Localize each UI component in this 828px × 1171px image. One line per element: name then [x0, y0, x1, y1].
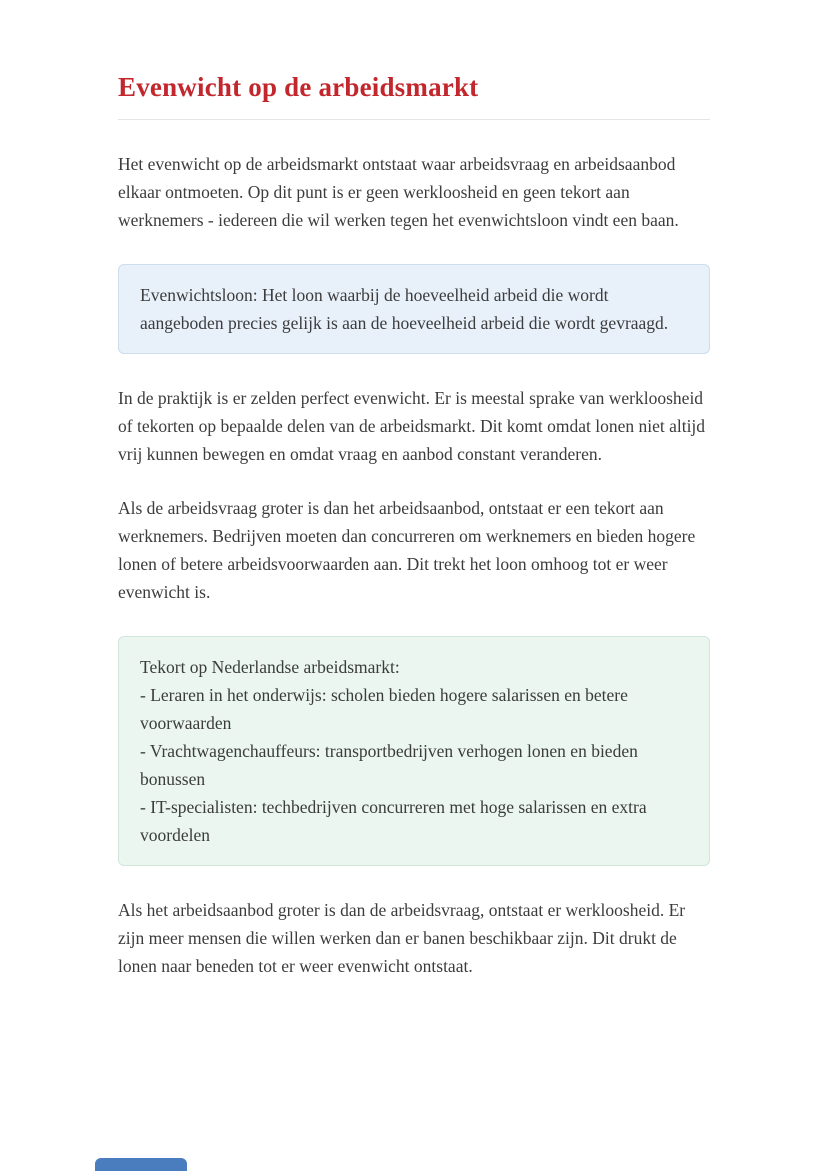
example-box-item: - Leraren in het onderwijs: scholen bieden hogere salarissen en betere voorwaarden	[140, 685, 628, 733]
paragraph-shortage: Als de arbeidsvraag groter is dan het arbeidsaanbod, ontstaat er een tekort aan werknemers. Bedrijven moeten dan concurreren om werknemers en bieden hogere lonen of betere arbeidsvoorwaarden aan. Dit trekt het loon omhoog tot er weer evenwicht is.	[118, 498, 696, 602]
definition-box-text: Evenwichtsloon: Het loon waarbij de hoeveelheid arbeid die wordt aangeboden precies gelijk is aan de hoeveelheid arbeid die wordt gevraagd.	[140, 285, 669, 333]
page-title: Evenwicht op de arbeidsmarkt	[118, 72, 710, 120]
paragraph-intro: Het evenwicht op de arbeidsmarkt ontstaat waar arbeidsvraag en arbeidsaanbod elkaar ontmoeten. Op dit punt is er geen werkloosheid en geen tekort aan werknemers - iedereen die wil werken tegen het evenwichtsloon vindt een baan.	[118, 154, 679, 230]
example-box-item: - Vrachtwagenchauffeurs: transportbedrijven verhogen lonen en bieden bonussen	[140, 741, 638, 789]
paragraph-surplus: Als het arbeidsaanbod groter is dan de arbeidsvraag, ontstaat er werkloosheid. Er zijn meer mensen die willen werken dan er banen beschikbaar zijn. Dit drukt de lonen naar beneden tot er weer evenwicht ontstaat.	[118, 900, 686, 976]
paragraph-practice: In de praktijk is er zelden perfect evenwicht. Er is meestal sprake van werkloosheid of tekorten op bepaalde delen van de arbeidsmarkt. Dit komt omdat lonen niet altijd vrij kunnen bewegen en omdat vraag en aanbod constant veranderen.	[118, 388, 706, 464]
definition-box	[118, 264, 710, 354]
partial-bottom-button[interactable]	[95, 1158, 187, 1171]
example-box-title: Tekort op Nederlandse arbeidsmarkt:	[140, 657, 400, 677]
example-box-item: - IT-specialisten: techbedrijven concurreren met hoge salarissen en extra voordelen	[140, 797, 647, 845]
example-box	[118, 636, 710, 866]
